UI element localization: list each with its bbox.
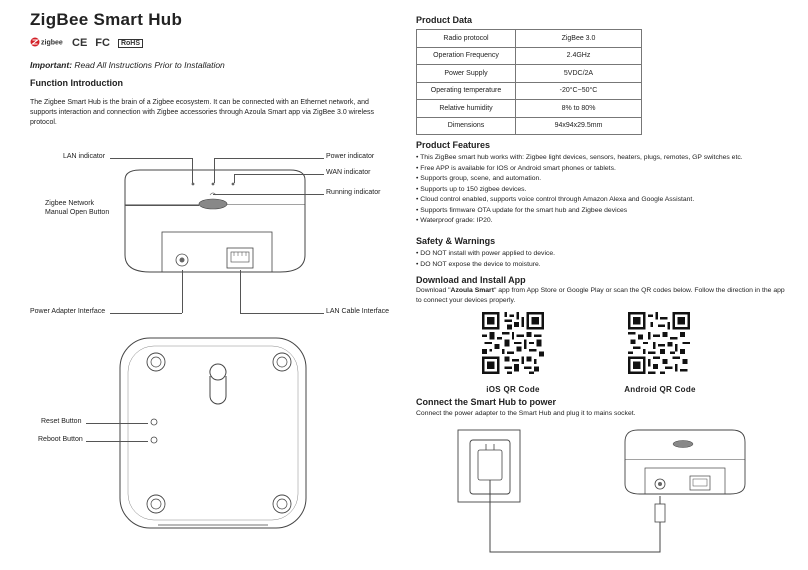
power-adapter-interface-label: Power Adapter Interface — [30, 308, 106, 315]
function-intro-text: The Zigbee Smart Hub is the brain of a Zigbee ecosystem. It can be connected with an Ethernet network, and supports interaction and connection with Zigbee accessories through Azoula Smart app via ZigBee 3.0 wireless protocol. — [30, 99, 374, 126]
zigbee-network-label: Zigbee Network — [45, 200, 95, 207]
safety-heading: Safety & Warnings — [416, 236, 496, 246]
list-item: • Supports up to 150 zigbee devices. — [416, 185, 796, 196]
function-intro-heading: Function Introduction — [30, 78, 123, 88]
ce-logo: CE — [72, 37, 88, 49]
product-data-heading: Product Data — [416, 15, 473, 25]
download-text: Download "Azoula Smart" app from App Store or Google Play or scan the QR codes below. Follow the direction in the app to connect your devices properly. — [416, 287, 785, 304]
reboot-button-label: Reboot Button — [38, 436, 83, 443]
reset-button-label: Reset Button — [41, 418, 82, 425]
wan-indicator-label: WAN indicator — [326, 169, 371, 176]
table-row: Power Supply 5VDC/2A — [417, 65, 642, 83]
app-name: Azoula Smart — [450, 287, 494, 294]
lan-cable-interface-label: LAN Cable Interface — [326, 308, 390, 315]
product-data-table — [416, 29, 642, 135]
important-label: Important: — [30, 60, 73, 70]
product-features-heading: Product Features — [416, 140, 491, 150]
download-heading: Download and Install App — [416, 275, 526, 285]
certification-logos — [30, 36, 143, 50]
rohs-logo: RoHS — [118, 39, 143, 48]
fc-logo: FC — [95, 37, 110, 49]
important-notice — [30, 60, 225, 70]
manual-open-button-label: Manual Open Button — [45, 209, 110, 216]
power-indicator-label: Power indicator — [326, 153, 375, 160]
table-row: Radio protocol ZigBee 3.0 — [417, 30, 642, 48]
list-item: • Supports group, scene, and automation. — [416, 174, 796, 185]
lan-indicator-label: LAN indicator — [63, 153, 106, 160]
zigbee-network-button-label — [45, 199, 109, 217]
list-item: • Supports firmware OTA update for the smart hub and Zigbee devices — [416, 206, 796, 217]
connect-text: Connect the power adapter to the Smart Hub and plug it to mains socket. — [416, 410, 636, 417]
ios-qr-label: iOS QR Code — [486, 385, 540, 394]
page-title: ZigBee Smart Hub — [30, 10, 183, 29]
android-qr-code[interactable] — [628, 312, 690, 374]
table-row: Operating temperature -20°C~50°C — [417, 82, 642, 100]
important-text: Read All Instructions Prior to Installation — [72, 60, 225, 70]
safety-list — [416, 249, 796, 270]
product-features-list — [416, 153, 796, 227]
list-item: • DO NOT install with power applied to device. — [416, 249, 796, 260]
list-item: • DO NOT expose the device to moisture. — [416, 260, 796, 271]
table-row: Operation Frequency 2.4GHz — [417, 47, 642, 65]
list-item: • Waterproof grade: IP20. — [416, 216, 796, 227]
connect-heading: Connect the Smart Hub to power — [416, 397, 557, 407]
hub-bottom-illustration — [118, 336, 308, 532]
running-indicator-label: Running indicator — [326, 189, 381, 196]
hub-front-illustration — [110, 160, 320, 280]
zigbee-logo — [30, 36, 64, 50]
table-row: Relative humidity 8% to 80% — [417, 100, 642, 118]
power-connection-illustration — [450, 422, 780, 562]
svg-text:zigbee: zigbee — [41, 39, 63, 47]
list-item: • Cloud control enabled, supports voice control through Amazon Alexa and Google Assistant. — [416, 195, 796, 206]
android-qr-label: Android QR Code — [624, 385, 696, 394]
list-item: • Free APP is available for IOS or Android smart phones or tablets. — [416, 164, 796, 175]
ios-qr-code[interactable] — [482, 312, 544, 374]
list-item: • This ZigBee smart hub works with: Zigbee light devices, sensors, heaters, plugs, remotes, GP switches etc. — [416, 153, 796, 164]
table-row: Dimensions 94x94x29.5mm — [417, 117, 642, 135]
